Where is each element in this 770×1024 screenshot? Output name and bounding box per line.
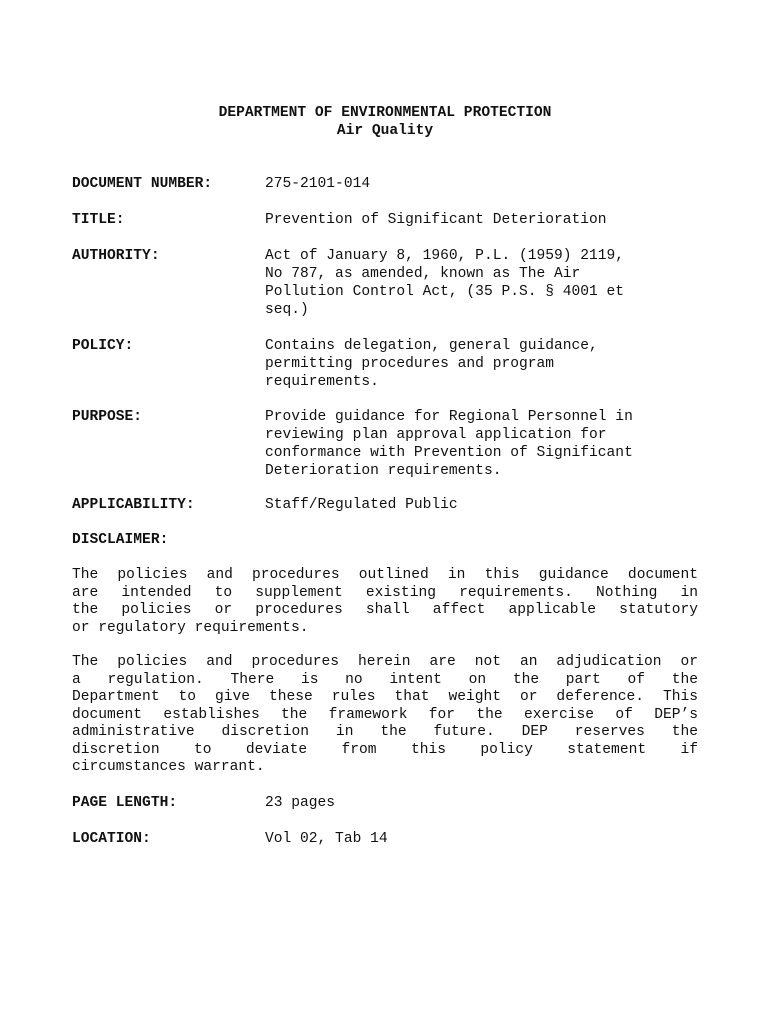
authority-line: No 787, as amended, known as The Air	[265, 266, 581, 282]
document-number-label: DOCUMENT NUMBER:	[72, 176, 213, 192]
location-label: LOCATION:	[72, 831, 151, 847]
bureau-heading: Air Quality	[336, 123, 434, 139]
purpose-line: conformance with Prevention of Significant	[265, 445, 633, 461]
disclaimer-label: DISCLAIMER:	[72, 532, 169, 548]
purpose-line: Deterioration requirements.	[265, 463, 502, 479]
page-length-label: PAGE LENGTH:	[72, 795, 178, 811]
paragraph-line: circumstances warrant.	[72, 759, 265, 775]
location-value: Vol 02, Tab 14	[265, 831, 388, 847]
paragraph-line: administrative discretion in the future. DEP reserves the	[72, 724, 698, 740]
authority-line: Pollution Control Act, (35 P.S. § 4001 et	[265, 284, 625, 300]
applicability-value: Staff/Regulated Public	[265, 497, 458, 513]
purpose-line: reviewing plan approval application for	[265, 427, 607, 443]
title-value: Prevention of Significant Deterioration	[265, 212, 607, 228]
paragraph-line: The policies and procedures herein are not an adjudication or	[72, 654, 698, 670]
title-label: TITLE:	[72, 212, 125, 228]
disclaimer-paragraph-1	[72, 567, 698, 637]
document-number-value: 275-2101-014	[265, 176, 371, 192]
policy-line: permitting procedures and program	[265, 356, 555, 372]
purpose-label: PURPOSE:	[72, 409, 143, 425]
paragraph-line: or regulatory requirements.	[72, 619, 309, 636]
policy-line: Contains delegation, general guidance,	[265, 338, 598, 354]
applicability-label: APPLICABILITY:	[72, 497, 195, 513]
authority-value	[265, 247, 702, 319]
paragraph-line: document establishes the framework for the exercise of DEP’s	[72, 706, 698, 723]
department-heading: DEPARTMENT OF ENVIRONMENTAL PROTECTION	[218, 105, 552, 121]
paragraph-line: a regulation. There is no intent on the part of the	[72, 671, 698, 688]
authority-line: Act of January 8, 1960, P.L. (1959) 2119,	[265, 248, 625, 264]
paragraph-line: Department to give these rules that weight or deference. This	[72, 689, 698, 705]
disclaimer-paragraph-2	[72, 654, 698, 777]
page-length-value: 23 pages	[265, 795, 336, 811]
authority-label: AUTHORITY:	[72, 248, 160, 264]
paragraph-line: The policies and procedures outlined in this guidance document	[72, 567, 698, 583]
paragraph-line: the policies or procedures shall affect applicable statutory	[72, 602, 698, 618]
paragraph-line: are intended to supplement existing requirements. Nothing in	[72, 584, 698, 601]
policy-label: POLICY:	[72, 338, 134, 354]
purpose-value	[265, 408, 702, 480]
paragraph-line: discretion to deviate from this policy statement if	[72, 741, 698, 758]
authority-line: seq.)	[265, 302, 309, 318]
purpose-line: Provide guidance for Regional Personnel in	[265, 409, 633, 425]
policy-line: requirements.	[265, 374, 379, 390]
policy-value	[265, 337, 702, 391]
